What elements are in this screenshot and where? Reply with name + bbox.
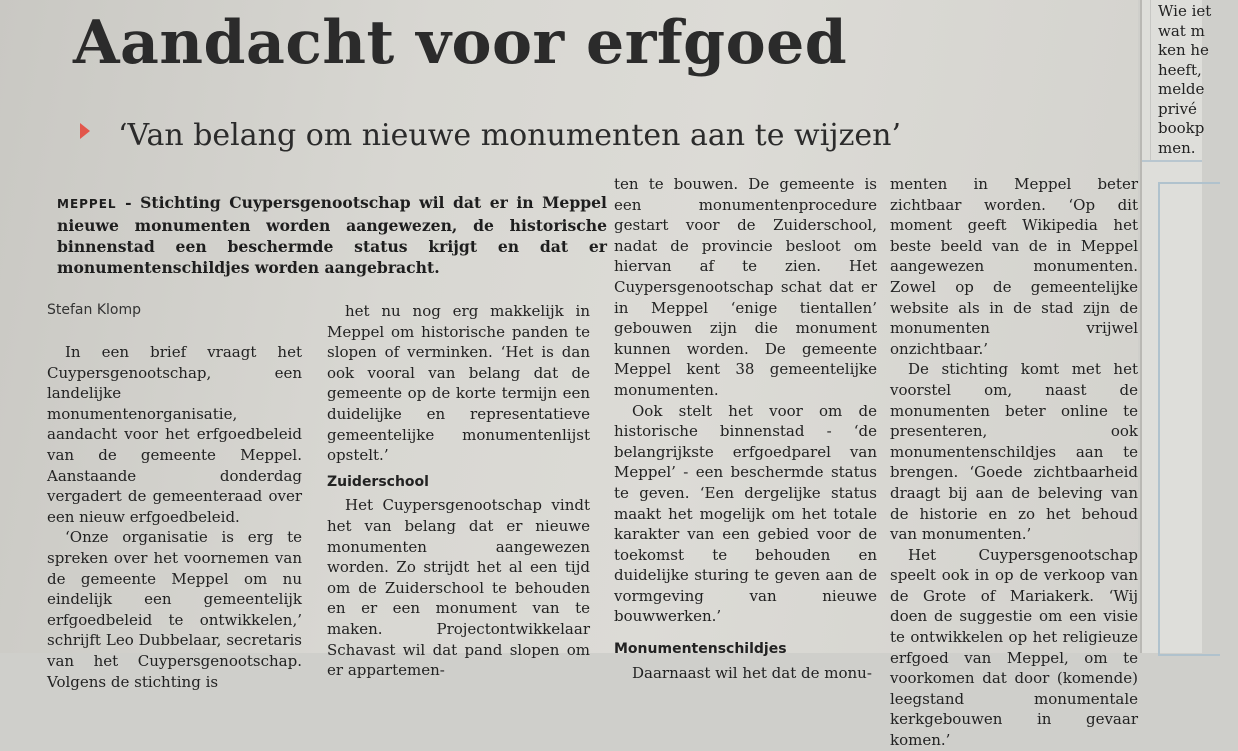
- paragraph: ‘Onze organisatie is erg te spreken over het voornemen van de gemeente Meppel om nu eindelijk een gemeentelijk erfgoedbeleid te ontwikkelen,’ schrijft Leo Dubbelaar, secretaris van het Cuypersgenootschap. Volgens de stichting is: [47, 528, 302, 691]
- text-line: bookp: [1158, 119, 1205, 137]
- paragraph: In een brief vraagt het Cuypersgenootschap, een landelijke monumentenorganisatie, aandacht voor het erfgoedbeleid van de gemeente Meppel. Aanstaande donderdag vergadert de gemeenteraad over een nieuw erfgoedbeleid.: [47, 343, 302, 526]
- adjacent-article: [1140, 0, 1212, 653]
- paragraph: De stichting komt met het voorstel om, naast de monumenten beter online te presenteren, ook monumentenschildjes aan te brengen. ‘Goede zichtbaarheid draagt bij aan de beleving van de historie en zo het behoud van monumenten.’: [890, 360, 1138, 544]
- paragraph: Ook stelt het voor om de historische binnenstad - ‘de belangrijkste erfgoedparel van Meppel’ - een beschermde status te geven. ‘Een dergelijke status maakt het mogelijk om het totale karakter van een gebied voor de toekomst te behouden en duidelijke sturing te geven aan de vormgeving van nieuwe bouwwerken.’: [614, 401, 877, 626]
- byline: Stefan Klomp: [47, 302, 141, 318]
- text-line: privé: [1158, 99, 1197, 118]
- text-line: men.: [1158, 138, 1196, 157]
- paragraph: het nu nog erg makkelijk in Meppel om historische panden te slopen of verminken. ‘Het is dan ook vooral van belang dat de gemeente op de korte termijn een duidelijke en representatieve gemeentelijke monumentenlijst opstelt.’: [327, 302, 590, 465]
- section-heading-monumentenschildjes: Monumentenschildjes: [614, 641, 787, 658]
- text-line: Wie iet: [1158, 2, 1212, 20]
- text-line: ken he: [1158, 41, 1209, 59]
- intro-text: - Stichting Cuypersgenootschap wil dat er in Meppel nieuwe monumenten worden aangewezen, de historische binnenstad een beschermde status krijgt en dat er monumentenschildjes worden aangebracht.: [57, 193, 607, 277]
- text-line: melde: [1158, 80, 1205, 98]
- section-heading-zuiderschool: Zuiderschool: [327, 473, 429, 490]
- subheadline-text: ‘Van belang om nieuwe monumenten aan te wijzen’: [118, 118, 902, 153]
- paragraph: ten te bouwen. De gemeente is een monumentenprocedure gestart voor de Zuiderschool, nadat de provincie besloot om hiervan af te zien. Het Cuypersgenootschap schat dat er in Meppel ‘enige tientallen’ gebouwen zijn die monument kunnen worden. De gemeente Meppel kent 38 gemeentelijke monumenten.: [614, 175, 877, 399]
- paragraph: Het Cuypersgenootschap speelt ook in op de verkoop van de Grote of Mariakerk. ‘Wij doen de suggestie om een visie te ontwikkelen op het religieuze erfgoed van Meppel, om te voorkomen dat door (komende) leegstand monumentale kerkgebouwen in gevaar komen.’: [890, 545, 1138, 750]
- paragraph: menten in Meppel beter zichtbaar worden. ‘Op dit moment geeft Wikipedia het beste beeld van de in Meppel aangewezen monumenten. Zowel op de gemeentelijke website als in de stad zijn de monumenten vrijwel onzichtbaar.’: [890, 175, 1138, 358]
- headline: Aandacht voor erfgoed: [73, 8, 848, 78]
- intro-paragraph: [57, 192, 607, 278]
- column-3: [614, 174, 877, 683]
- column-2: [327, 301, 590, 681]
- paragraph: Het Cuypersgenootschap vindt het van belang dat er nieuwe monumenten aangewezen worden. Zo strijdt het al een tijd om de Zuiderschool te behouden en er een monument van te maken. Projectontwikkelaar Schavast wil dat pand slopen om er appartemen-: [327, 496, 590, 680]
- divider-rule: [1142, 160, 1202, 162]
- text-line: wat m: [1158, 21, 1205, 40]
- dateline-place: MEPPEL: [57, 197, 117, 211]
- subheadline: [80, 118, 901, 153]
- column-4: [890, 174, 1138, 751]
- adjacent-article-text: [1158, 2, 1238, 158]
- column-divider: [1150, 0, 1151, 160]
- column-1: [47, 342, 302, 692]
- paragraph: Daarnaast wil het dat de monu-: [632, 663, 872, 682]
- text-line: heeft,: [1158, 60, 1202, 79]
- triangle-arrow-icon: [80, 123, 90, 139]
- boxed-section-frame: [1158, 182, 1220, 656]
